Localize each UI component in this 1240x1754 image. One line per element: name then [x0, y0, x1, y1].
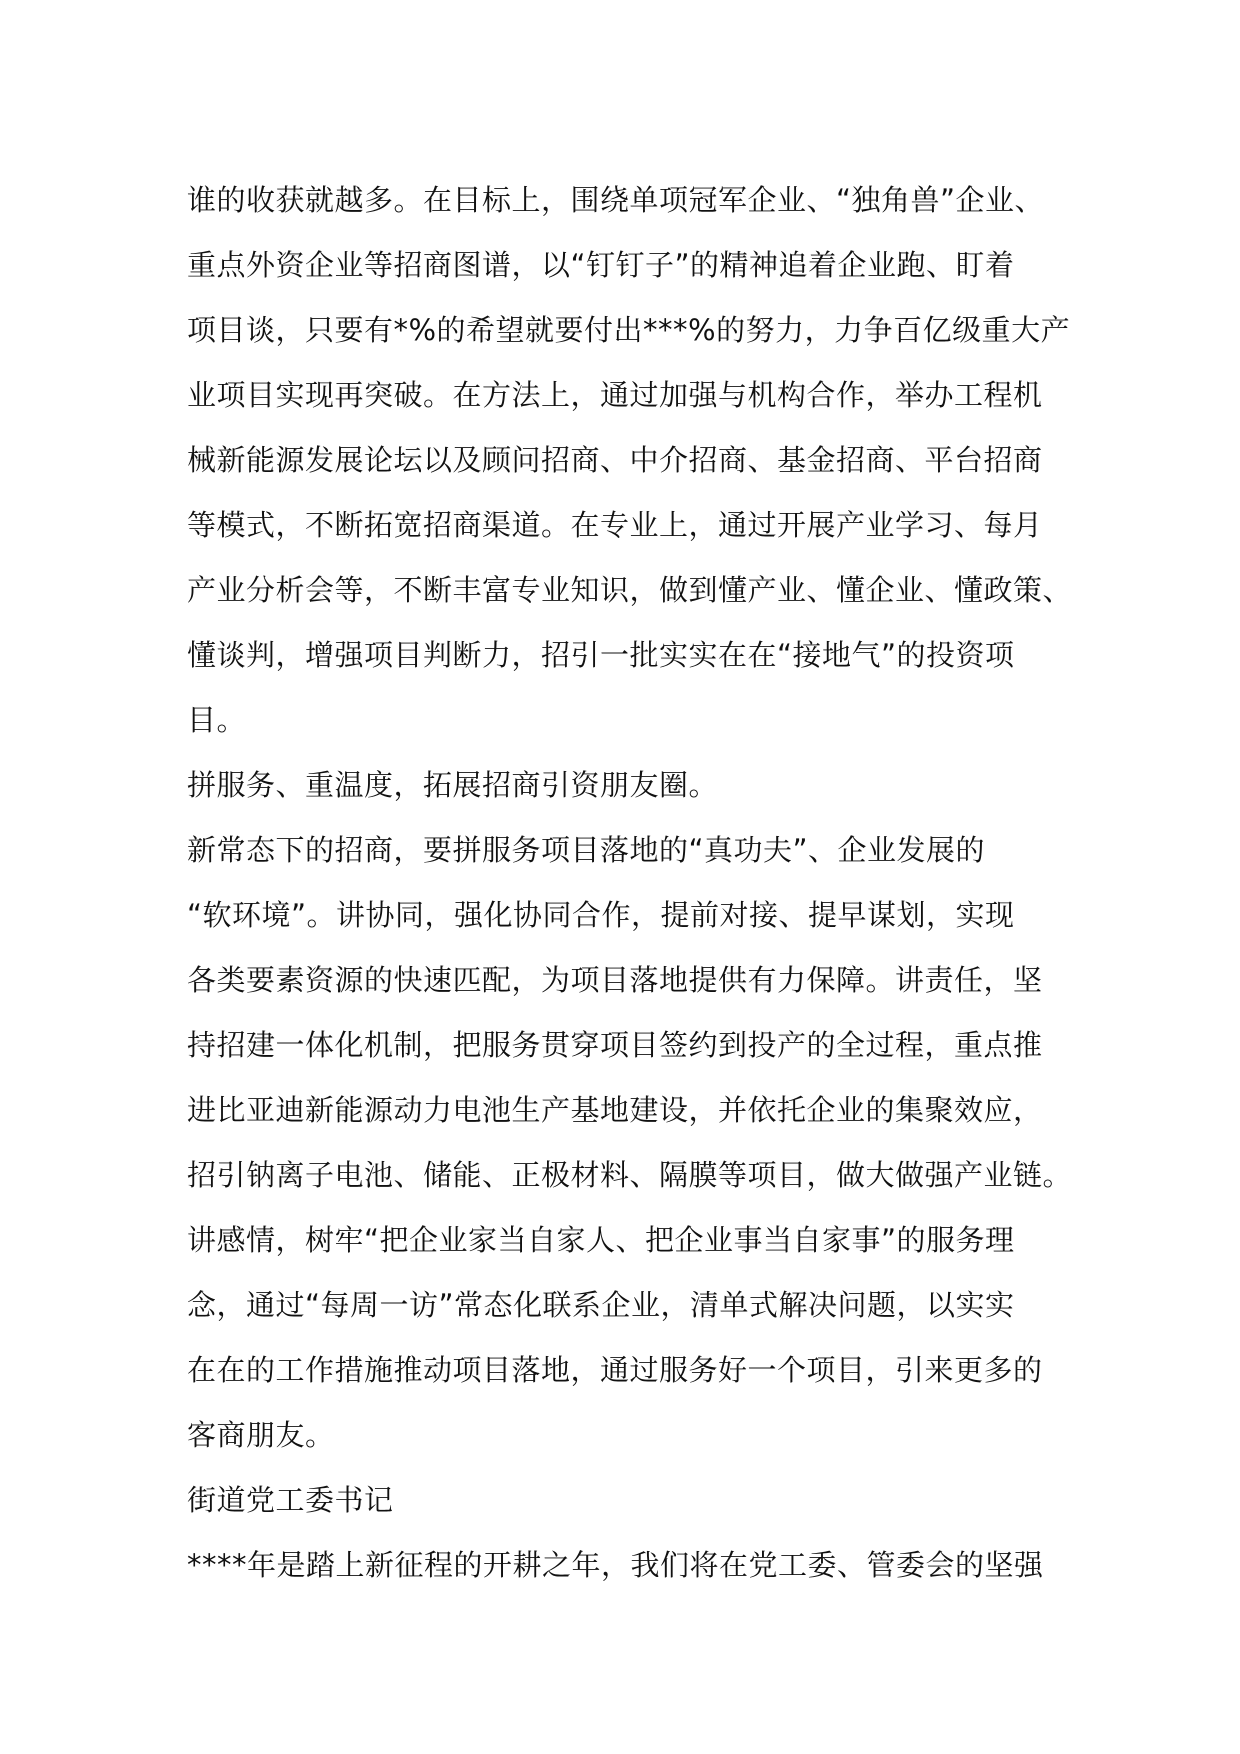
- document-body: [187, 168, 1073, 1598]
- text-line: 谁的收获就越多。在目标上，围绕单项冠军企业、“独角兽”企业、: [187, 183, 1045, 217]
- speaker-title: 街道党工委书记: [187, 1483, 394, 1517]
- text-line: 念，通过“每周一访”常态化联系企业，清单式解决问题，以实实: [187, 1288, 1015, 1322]
- text-line: 客商朋友。: [187, 1418, 335, 1452]
- text-line: ****年是踏上新征程的开耕之年，我们将在党工委、管委会的坚强: [187, 1548, 1044, 1582]
- text-line: 招引钠离子电池、储能、正极材料、隔膜等项目，做大做强产业链。: [187, 1158, 1073, 1192]
- text-line: 讲感情，树牢“把企业家当自家人、把企业事当自家事”的服务理: [187, 1223, 1015, 1257]
- text-line: 械新能源发展论坛以及顾问招商、中介招商、基金招商、平台招商: [187, 443, 1043, 477]
- text-line: 各类要素资源的快速匹配，为项目落地提供有力保障。讲责任，坚: [187, 963, 1043, 997]
- text-line: 等模式，不断拓宽招商渠道。在专业上，通过开展产业学习、每月: [187, 508, 1043, 542]
- text-line: 在在的工作措施推动项目落地，通过服务好一个项目，引来更多的: [187, 1353, 1043, 1387]
- text-line: 业项目实现再突破。在方法上，通过加强与机构合作，举办工程机: [187, 378, 1043, 412]
- text-line: 持招建一体化机制，把服务贯穿项目签约到投产的全过程，重点推: [187, 1028, 1043, 1062]
- text-line: 产业分析会等，不断丰富专业知识，做到懂产业、懂企业、懂政策、: [187, 573, 1073, 607]
- text-line: 目。: [187, 703, 247, 737]
- text-line: 进比亚迪新能源动力电池生产基地建设，并依托企业的集聚效应，: [187, 1093, 1043, 1127]
- text-line: 新常态下的招商，要拼服务项目落地的“真功夫”、企业发展的: [187, 833, 986, 867]
- text-line: 项目谈，只要有*%的希望就要付出***%的努力，力争百亿级重大产: [187, 313, 1071, 347]
- text-line: 懂谈判，增强项目判断力，招引一批实实在在“接地气”的投资项: [187, 638, 1015, 672]
- text-line: 重点外资企业等招商图谱，以“钉钉子”的精神追着企业跑、盯着: [187, 248, 1015, 282]
- text-line: “软环境”。讲协同，强化协同合作，提前对接、提早谋划，实现: [187, 898, 1015, 932]
- section-heading: 拼服务、重温度，拓展招商引资朋友圈。: [187, 768, 719, 802]
